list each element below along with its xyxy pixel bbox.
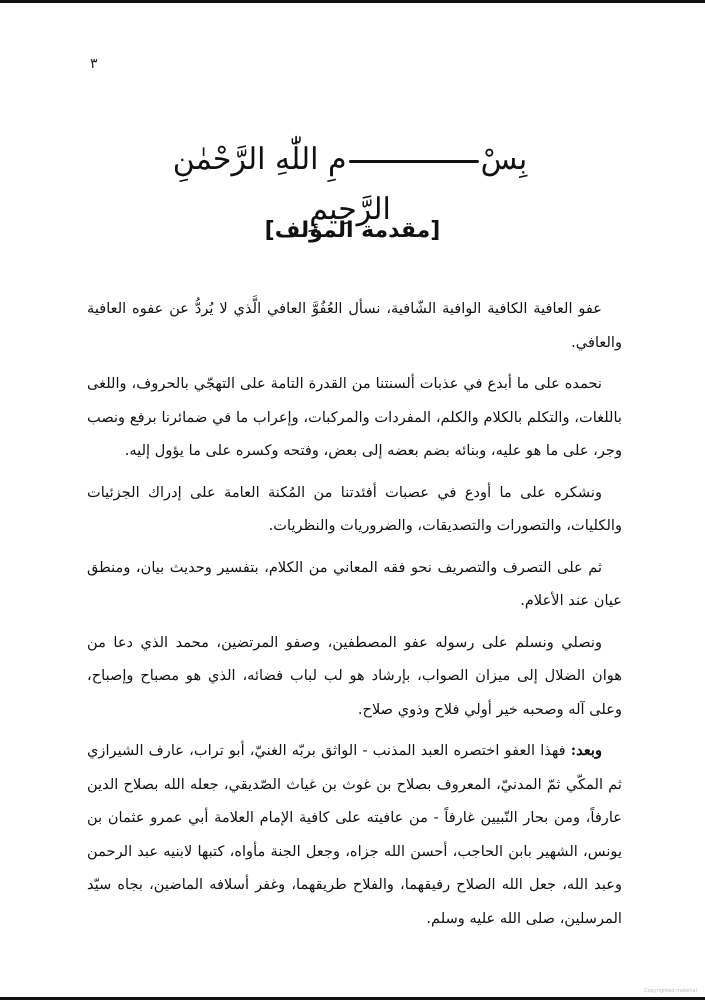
section-heading: [مقدمة المؤلف] xyxy=(264,218,441,243)
paragraph: ونصلي ونسلم على رسوله عفو المصطفين، وصفو المرتضين، محمد الذي دعا من هوان الضلال إلى ميزان الصواب، بإرشاد هو لب لباب فضائه، الذي هو مصباح وإصباح، وعلى آله وصحبه خير أولي فلاح وذوي صلاح. xyxy=(87,633,622,718)
paragraph: وبعد: فهذا العفو اختصره العبد المذنب - الواثق بربّه الغنيّ، أبو تراب، عارف الشيرازي ثم المكّي ثمّ المدنيّ، المعروف بصلاح بن غوث بن غياث الصّديقي، جعله الله بصلاح الدين عارفاً، ومن بحار النّبيين غارفاً - من عافيته على كافية الإمام العلامة أبي عمرو عثمان بن يونس، الشهير بابن الحاجب، أحسن الله جزاه، وجعل الجنة مأواه، كتبها لابنيه عبد الرحمن وعبد الله، جعل الله الصلاح رفيقهما، والفلاح طريقهما، وغفر أسلافه الماضين، بجاه سيّد المرسلين، صلى الله عليه وسلم. xyxy=(87,742,622,927)
top-border xyxy=(0,0,705,3)
paragraph: نحمده على ما أبدع في عذبات ألسنتنا من القدرة التامة على التهجّي بالحروف، واللغى باللغات، والتكلم بالكلام والكلم، المفردات والمركبات، وإعراب ما في ضمائرنا برفع ونصب وجر، على ما هو عليه، وبنائه بضم بعضه إلى بعض، وفتحه وكسره على ما يؤول إليه. xyxy=(87,375,622,459)
basmala-end: مِ اللّٰهِ الرَّحْمٰنِ الرَّحِيمِ xyxy=(172,142,391,227)
page-number: ٣ xyxy=(90,56,98,72)
lead-word: وبعد: xyxy=(570,742,602,759)
basmala-calligraphy xyxy=(150,135,550,227)
paragraph: عفو العافية الكافية الوافية الشّافية، نسأل العُفُوَّ العافي الَّذي لا يُردُّ عن عفوه العافية والعافي. xyxy=(87,300,622,351)
basmala-stretch-stroke xyxy=(349,160,479,163)
basmala-start: بِسْ xyxy=(480,142,528,177)
body-text xyxy=(87,292,622,943)
paragraph: ثم على التصرف والتصريف نحو فقه المعاني من الكلام، بتفسير وحديث بيان، ومنطق عيان عند الأعلام. xyxy=(87,558,622,609)
copyright-watermark: Copyrighted material xyxy=(643,988,697,994)
paragraph: ونشكره على ما أودع في عصبات أفئدتنا من المُكنة العامة على إدراك الجزئيات والكليات، والتصورات والتصديقات، والضروريات والنظريات. xyxy=(87,483,622,534)
